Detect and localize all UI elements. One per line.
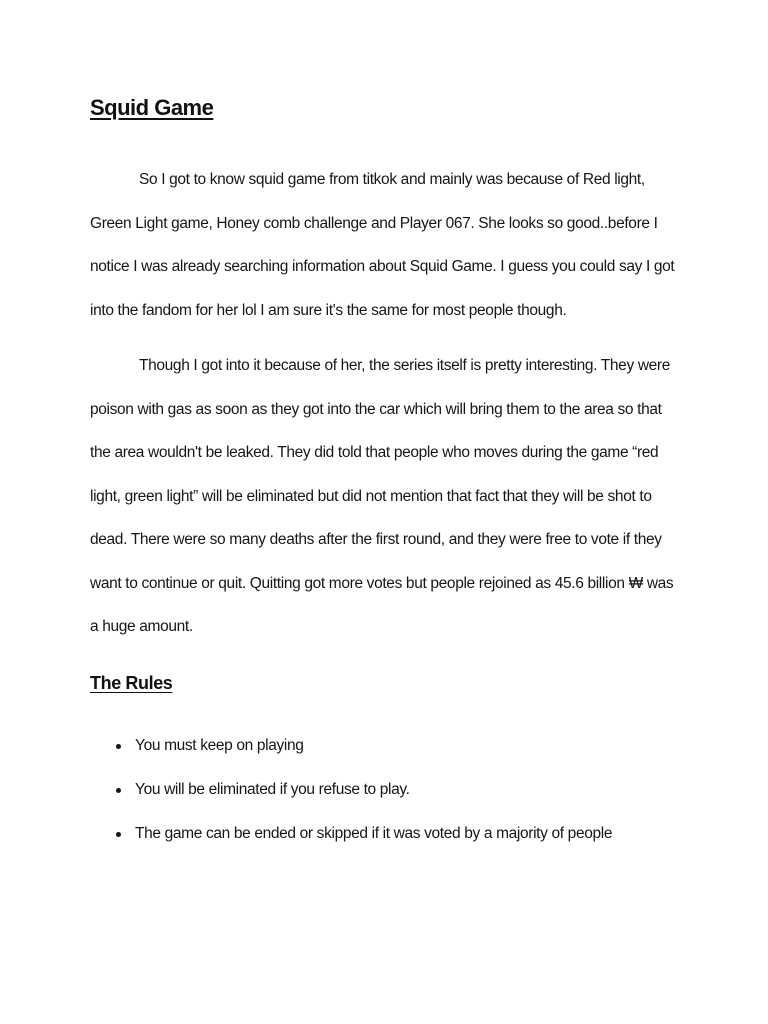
document-title: Squid Game <box>90 95 214 120</box>
bullet-icon <box>116 744 121 749</box>
paragraph-intro: So I got to know squid game from titkok and mainly was because of Red light, Green Light game, Honey comb challenge and Player 067. She looks so good..before I notice I was already searching information about Squid Game. I guess you could say I got into the fandom for her lol I am sure it's the same for most people though. <box>90 171 675 319</box>
rules-list <box>90 726 690 858</box>
bullet-icon <box>116 788 121 793</box>
rule-item <box>90 814 690 858</box>
rule-item <box>90 770 690 814</box>
rule-text: You must keep on playing <box>135 737 304 754</box>
paragraph-series: Though I got into it because of her, the series itself is pretty interesting. They were poison with gas as soon as they got into the car which will bring them to the area so that the area wouldn't be leaked. They did told that people who moves during the game “red light, green light” will be eliminated but did not mention that fact that they will be shot to dead. There were so many deaths after the first round, and they were free to vote if they want to continue or quit. Quitting got more votes but people rejoined as 45.6 billion ₩ was a huge amount. <box>90 357 674 635</box>
rule-item <box>90 726 690 770</box>
rule-text: The game can be ended or skipped if it was voted by a majority of people <box>135 825 613 842</box>
rules-heading: The Rules <box>90 673 173 693</box>
bullet-icon <box>116 832 121 837</box>
rule-text: You will be eliminated if you refuse to play. <box>135 781 410 798</box>
